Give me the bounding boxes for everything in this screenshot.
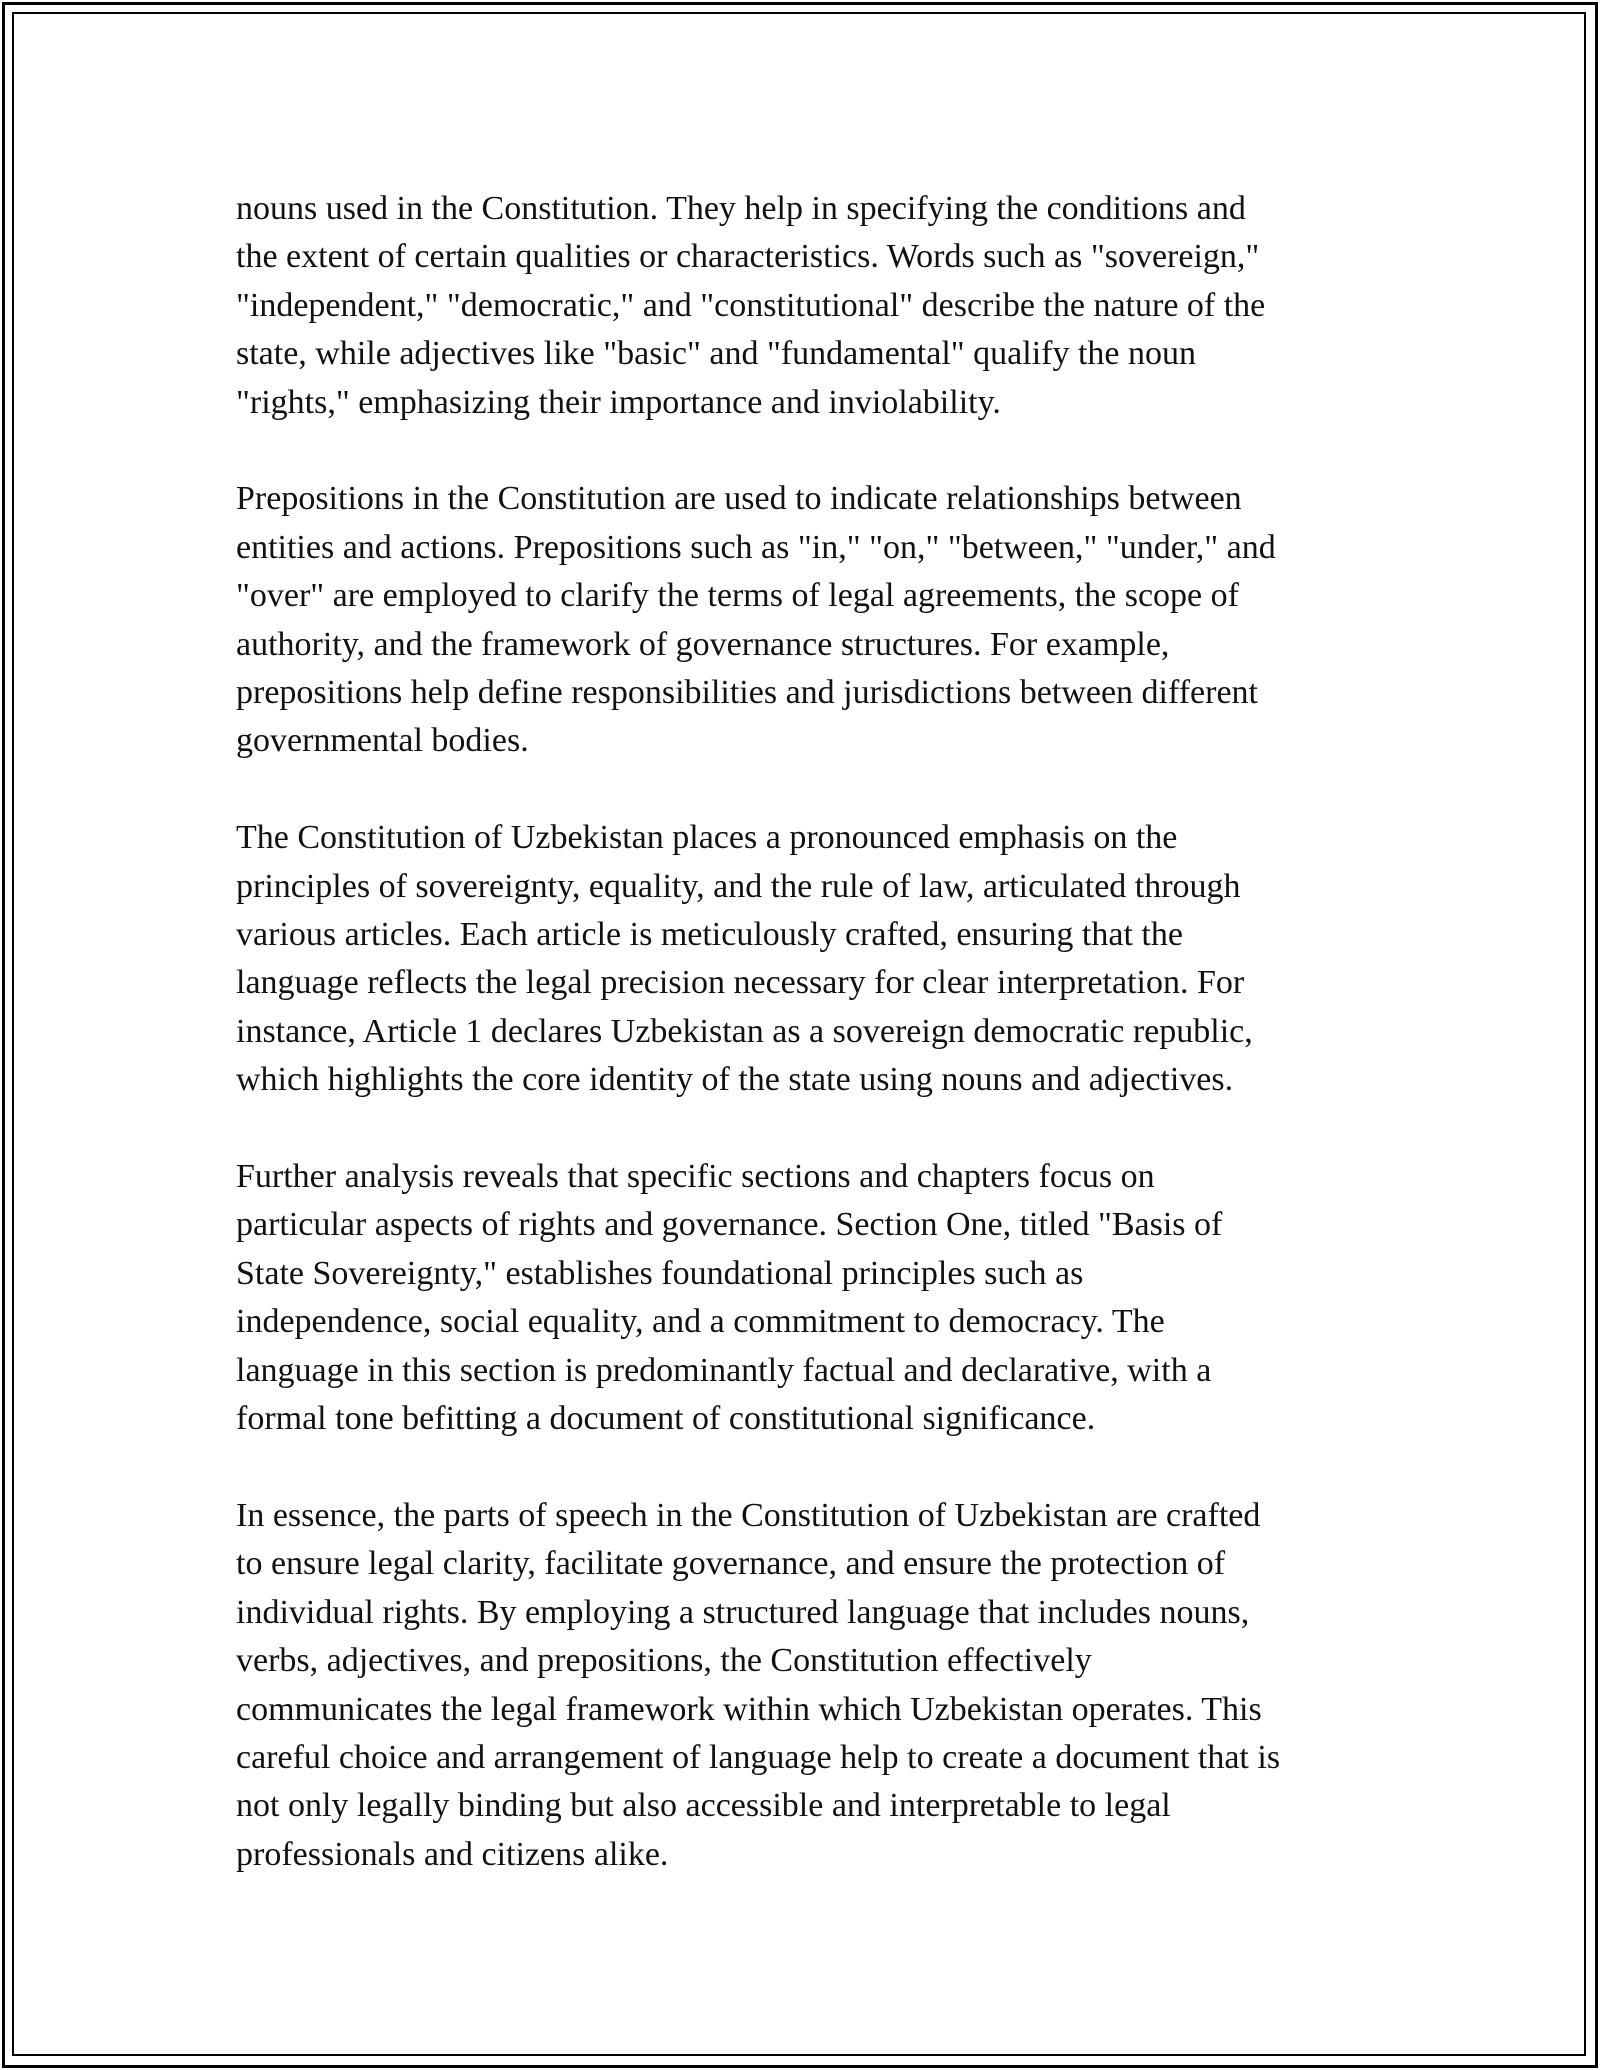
paragraph-principles: The Constitution of Uzbekistan places a pronounced emphasis on the principles of sovereignty, equality, and the rule of law, articulated through various articles. Each article is meticulously crafted, ensuring that the language reflects the legal precision necessary for clear interpretation. For instance, Article 1 declares Uzbekistan as a sovereign democratic republic, which highlights the core identity of the state using nouns and adjectives. bbox=[236, 819, 1253, 1099]
paragraph-prepositions: Prepositions in the Constitution are used to indicate relationships between entities and actions. Prepositions such as "in," "on," "between," "under," and "over" are employed to clarify the terms of legal agreements, the scope of authority, and the framework of governance structures. For example, prepositions help define responsibilities and jurisdictions between different governmental bodies. bbox=[236, 480, 1276, 760]
document-body bbox=[236, 185, 1376, 1928]
paragraph-sections: Further analysis reveals that specific sections and chapters focus on particular aspects of rights and governance. Section One, titled "Basis of State Sovereignty," establishes foundational principles such as independence, social equality, and a commitment to democracy. The language in this section is predominantly factual and declarative, with a formal tone befitting a document of constitutional significance. bbox=[236, 1158, 1223, 1438]
paragraph-conclusion: In essence, the parts of speech in the Constitution of Uzbekistan are crafted to ensure legal clarity, facilitate governance, and ensure the protection of individual rights. By employing a structured language that includes nouns, verbs, adjectives, and prepositions, the Constitution effectively communicates the legal framework within which Uzbekistan operates. This careful choice and arrangement of language help to create a document that is not only legally binding but also accessible and interpretable to legal professionals and citizens alike. bbox=[236, 1496, 1281, 1873]
paragraph-adjectives: nouns used in the Constitution. They help in specifying the conditions and the extent of certain qualities or characteristics. Words such as "sovereign," "independent," "democratic," and "constitutional" describe the nature of the state, while adjectives like "basic" and "fundamental" qualify the noun "rights," emphasizing their importance and inviolability. bbox=[236, 190, 1266, 421]
